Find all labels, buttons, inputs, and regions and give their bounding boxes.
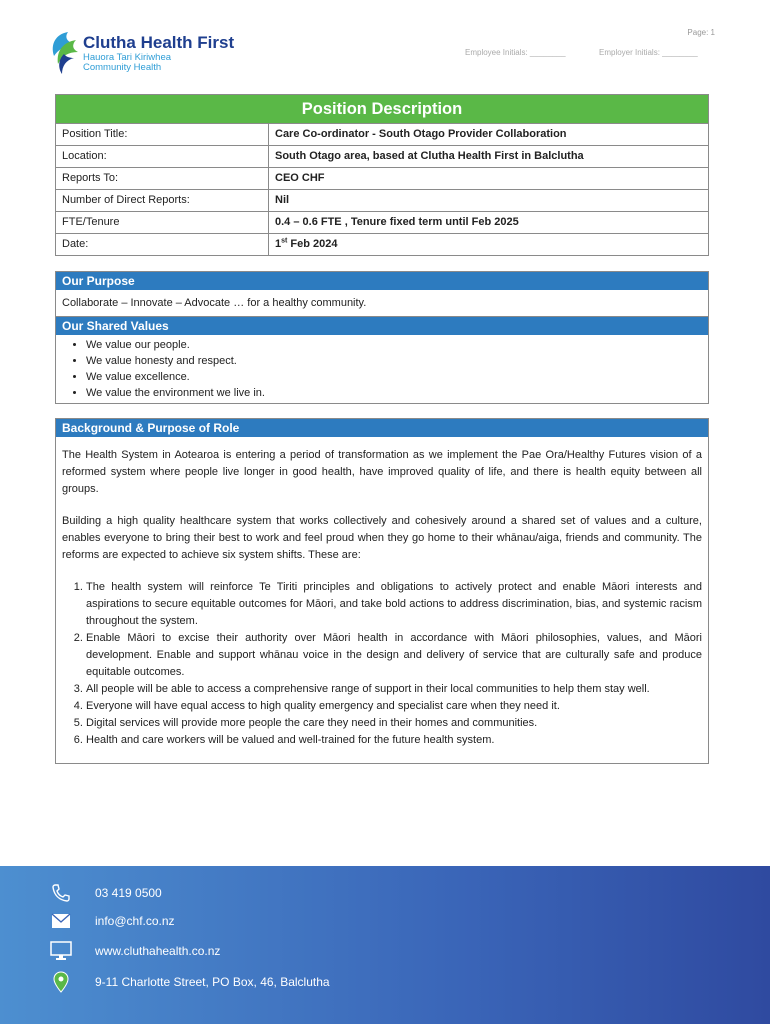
shared-values-list: [56, 335, 708, 403]
row-value: South Otago area, based at Clutha Health First in Balclutha: [275, 150, 584, 162]
shared-values-heading: Our Shared Values: [56, 317, 708, 335]
logo-subtitle: Community Health: [83, 62, 162, 73]
table-row: [56, 190, 708, 212]
date-day: 1: [275, 238, 282, 250]
background-body: [56, 437, 708, 763]
list-item: 4. Everyone will have equal access to high quality emergency and specialist care when they need it.: [86, 698, 702, 715]
list-item: • We value excellence.: [86, 369, 708, 385]
list-item: 3. All people will be able to access a comprehensive range of support in their local communities to help them stay well.: [86, 681, 702, 698]
row-value: Nil: [275, 194, 290, 206]
monitor-icon: [50, 941, 72, 961]
footer-phone: [50, 882, 162, 904]
location-pin-icon: [50, 972, 72, 992]
row-label: Reports To:: [56, 168, 269, 189]
list-item: 1. The health system will reinforce Te Tiriti principles and obligations to actively protect and enable Māori interests and aspirations to secure equitable outcomes for Māori, and take bold actions to address discrimination, bias, and systemic racism throughout the system.: [86, 579, 702, 630]
background-heading: Background & Purpose of Role: [56, 419, 708, 437]
website-link[interactable]: www.cluthahealth.co.nz: [95, 944, 221, 958]
list-item: • We value the environment we live in.: [86, 385, 708, 401]
background-section: [55, 418, 709, 764]
row-label: Position Title:: [56, 124, 269, 145]
row-label: Number of Direct Reports:: [56, 190, 269, 211]
table-row: [56, 212, 708, 234]
table-row: [56, 168, 708, 190]
date-suffix: st: [281, 237, 288, 245]
table-row: [56, 124, 708, 146]
logo-subtitle-maori: Hauora Tari Kiriwhea: [83, 52, 172, 63]
list-item: 6. Health and care workers will be valued and well-trained for the future health system.: [86, 732, 702, 749]
our-purpose-heading: Our Purpose: [56, 272, 708, 290]
page-number: Page: 1: [687, 28, 715, 37]
background-paragraph: Building a high quality healthcare system that works collectively and cohesively around a shared set of values and a culture, enables everyone to bring their best to work and feel proud when they go home to their whānau/aiga, friends and community. The reforms are expected to achieve six system shifts. These are:: [62, 515, 702, 561]
row-label: Date:: [56, 234, 269, 255]
table-row: [56, 146, 708, 168]
logo: [50, 30, 250, 82]
list-item: 5. Digital services will provide more people the care they need in their homes and communities.: [86, 715, 702, 732]
table-row: [56, 234, 708, 255]
logo-mark-icon: [50, 30, 80, 76]
row-value: Care Co-ordinator - South Otago Provider Collaboration: [275, 128, 567, 140]
position-description-heading: Position Description: [56, 95, 708, 124]
row-label: Location:: [56, 146, 269, 167]
footer-address: [50, 971, 330, 993]
system-shifts-list: [62, 579, 702, 749]
phone-number[interactable]: 03 419 0500: [95, 886, 162, 900]
row-label: FTE/Tenure: [56, 212, 269, 233]
date-rest: Feb 2024: [287, 238, 338, 250]
footer: [0, 866, 770, 1024]
row-value: [269, 234, 338, 255]
list-item: • We value our people.: [86, 337, 708, 353]
purpose-values-section: [55, 271, 709, 404]
email-address[interactable]: info@chf.co.nz: [95, 914, 175, 928]
footer-email: [50, 910, 175, 932]
background-paragraph: The Health System in Aotearoa is entering a period of transformation as we implement the Pae Ora/Healthy Futures vision of a reformed system where people live longer in good health, have improved quality of life, and there is health equity between all groups.: [62, 449, 702, 495]
employee-initials: Employee Initials: ________: [465, 48, 566, 57]
street-address: 9-11 Charlotte Street, PO Box, 46, Balclutha: [95, 975, 330, 989]
email-icon: [50, 911, 72, 931]
logo-title: Clutha Health First: [83, 33, 235, 52]
list-item: • We value honesty and respect.: [86, 353, 708, 369]
position-description-table: [55, 94, 709, 256]
our-purpose-text: Collaborate – Innovate – Advocate … for a healthy community.: [56, 290, 708, 317]
footer-website: [50, 940, 220, 962]
phone-icon: [50, 883, 72, 903]
list-item: 2. Enable Māori to excise their authority over Māori health in accordance with Māori philosophies, values, and Māori development. Enable and support whānau voice in the design and delivery of service that are culturally safe and produce equitable outcomes.: [86, 630, 702, 681]
employer-initials: Employer Initials: ________: [599, 48, 698, 57]
row-value: 0.4 – 0.6 FTE , Tenure fixed term until Feb 2025: [275, 216, 519, 228]
row-value: CEO CHF: [275, 172, 325, 184]
